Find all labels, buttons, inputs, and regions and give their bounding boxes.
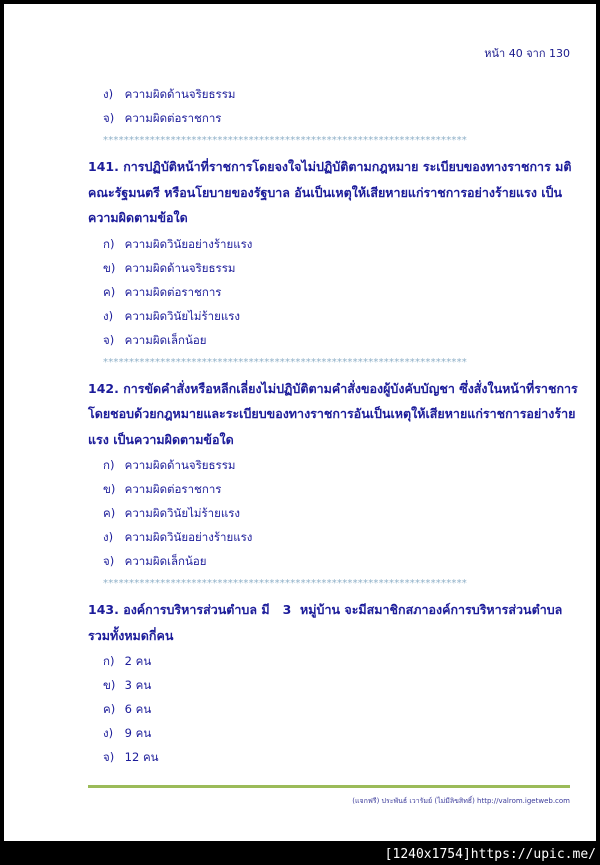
option — [103, 82, 578, 106]
option-letter: ง) — [103, 87, 114, 101]
separator: ********************************************************************** — [103, 578, 467, 589]
option — [103, 256, 578, 280]
option-letter: จ) — [103, 554, 115, 568]
option-letter: จ) — [103, 750, 115, 764]
option — [103, 453, 578, 477]
option — [103, 721, 578, 745]
option-letter: ก) — [103, 458, 115, 472]
option-text: ความผิดต่อราชการ — [124, 111, 222, 125]
option-letter: ค) — [103, 702, 116, 716]
option — [103, 232, 578, 256]
option-letter: ค) — [103, 506, 116, 520]
page-number: หน้า 40 จาก 130 — [484, 47, 570, 60]
option — [103, 745, 578, 769]
option-text: ความผิดด้านจริยธรรม — [124, 260, 236, 275]
option-letter: ง) — [103, 530, 114, 544]
question-141: 141. การปฏิบัติหน้าที่ราชการโดยจงใจไม่ปฏิบัติตามกฎหมาย ระเบียบของทางราชการ มติคณะรัฐมนตรี หรือนโยบายของรัฐบาล อันเป็นเหตุให้เสียหายแก่ราชการอย่างร้ายแรง เป็นความผิดตามข้อใด — [88, 159, 572, 225]
option-letter: ข) — [103, 678, 116, 692]
separator: ********************************************************************** — [103, 135, 467, 146]
option-letter: จ) — [103, 111, 115, 125]
option-text: 9 คน — [124, 726, 152, 740]
image-host-stamp: [1240x1754]https://upic.me/ — [384, 847, 596, 862]
option-text: 2 คน — [124, 654, 152, 668]
option-text: ความผิดวินัยอย่างร้ายแรง — [124, 236, 253, 251]
option-text: ความผิดเล็กน้อย — [124, 554, 207, 568]
document-page — [4, 4, 596, 841]
page-content — [88, 82, 578, 769]
option — [103, 549, 578, 573]
option-text: ความผิดวินัยไม่ร้ายแรง — [124, 308, 241, 323]
option — [103, 280, 578, 304]
option — [103, 649, 578, 673]
option-letter: ข) — [103, 482, 116, 496]
option — [103, 328, 578, 352]
option-text: ความผิดต่อราชการ — [124, 284, 222, 299]
separator: ********************************************************************** — [103, 356, 467, 368]
option — [103, 697, 578, 721]
option — [103, 673, 578, 697]
option — [103, 525, 578, 549]
option-text: ความผิดเล็กน้อย — [124, 332, 207, 347]
option — [103, 304, 578, 328]
option-text: ความผิดด้านจริยธรรม — [124, 458, 236, 472]
footer-credit: (แจกฟรี) ประพันธ์ เวารัมย์ (ไม่มีลิขสิทธิ์) http://valrom.igetweb.com — [352, 797, 570, 805]
option-letter: ก) — [103, 654, 115, 668]
option-letter: ง) — [103, 726, 114, 740]
option — [103, 106, 578, 130]
option-letter: ค) — [103, 284, 116, 299]
option-text: ความผิดต่อราชการ — [124, 482, 222, 496]
option — [103, 501, 578, 525]
footer-divider — [88, 785, 570, 788]
option-text: ความผิดวินัยอย่างร้ายแรง — [124, 530, 253, 544]
option-letter: ง) — [103, 308, 114, 323]
option-letter: ก) — [103, 236, 115, 251]
question-142: 142. การขัดคำสั่งหรือหลีกเลี่ยงไม่ปฏิบัติตามคำสั่งของผู้บังคับบัญชา ซึ่งสั่งในหน้าที่ราชการโดยชอบด้วยกฎหมายและระเบียบของทางราชการอันเป็นเหตุให้เสียหายแก่ราชการอย่างร้ายแรง เป็นความผิดตามข้อใด — [88, 380, 578, 447]
question-143: 143. องค์การบริหารส่วนตำบล มี 3 หมู่บ้าน จะมีสมาชิกสภาองค์การบริหารส่วนตำบล รวมทั้งหมดกี่คน — [88, 602, 567, 643]
option-text: 6 คน — [124, 702, 152, 716]
option-text: ความผิดด้านจริยธรรม — [124, 87, 236, 101]
option-letter: จ) — [103, 332, 115, 347]
option-text: 3 คน — [124, 678, 152, 692]
option — [103, 477, 578, 501]
option-text: 12 คน — [124, 750, 159, 764]
option-text: ความผิดวินัยไม่ร้ายแรง — [124, 506, 241, 520]
option-letter: ข) — [103, 260, 116, 275]
